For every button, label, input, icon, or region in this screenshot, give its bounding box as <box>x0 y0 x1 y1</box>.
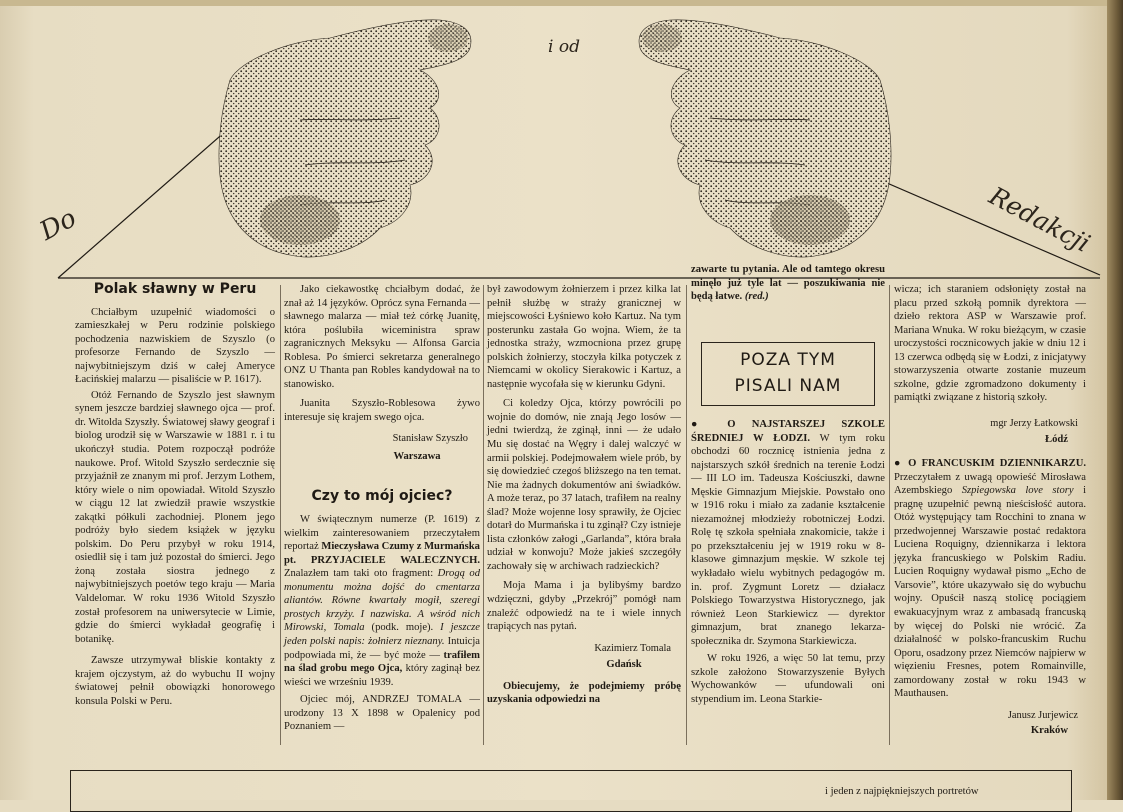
editor-reply: Obiecujemy, że podejmiemy próbę uzyskania odpowiedzi na <box>487 680 681 706</box>
article-title-ojciec: Czy to mój ojciec? <box>311 487 453 504</box>
editor-reply-cont: zawarte tu pytania. Ale od tamtego okresu minęło już tyle lat — poszukiwania nie będą łatwe. (red.) <box>691 264 885 303</box>
column-divider <box>686 285 687 745</box>
header-script-redakcji: Redakcji <box>984 181 1095 258</box>
column-5 <box>894 283 1086 738</box>
section-box-line-1: POZA TYM <box>740 350 836 370</box>
signature: Kazimierz Tomala <box>594 642 671 654</box>
article-paragraph: Jako ciekawostkę chciałbym dodać, że znał aż 14 języków. Oprócz syna Fernanda — sławnego malarza — miał też córkę Juanitę, która poślubiła wiceministra spraw zagranicznych Meksyku — Alfonsa Garcia Roblesa. Po śmierci sekretarza generalnego ONZ U Thanta pan Robles kandydował na to stanowisko. <box>284 284 480 390</box>
header-script-i-od: i od <box>548 37 580 57</box>
signature-city: Warszawa <box>393 451 441 463</box>
signature-city: Kraków <box>1030 725 1068 737</box>
column-4 <box>691 263 885 304</box>
article-paragraph: W świątecznym numerze (P. 1619) z wielkim zainteresowaniem przeczytałem reportaż Mieczysława Czumy z Murmańska pt. PRZYJACIELE WALECZNYCH. Znalazłem tam taki oto fragment: Drogą od monumentu można dojść do cmentarza aliantów. Równe kwartały mogił, szeregi prostych krzyży. I nazwiska. A wśród nich Mirowski, Tomala (podk. moje). I jeszcze jeden polski napis: żołnierz nieznany. Intuicja podpowiada mi, że — być może — trafiłem na ślad grobu mego Ojca, który zaginął bez wieści we wrześniu 1939. <box>284 514 480 688</box>
article-paragraph: Chciałbym uzupełnić wiadomości o zamieszkałej w Peru rodzinie polskiego pochodzenia nazwiskiem de Szyszlo (o profesorze Fernando de Szyszlo — najwybitniejszym dziś w całej Ameryce Łacińskiej malarzu — pisaliście w P. 1617). <box>75 306 275 386</box>
article-paragraph: wicza; ich staraniem odsłonięty został na placu przed szkołą pomnik dyrektora — dzieło rektora ASP w Warszawie prof. Mariana Wnuka. W roku bieżącym, w czasie uroczystości rocznicowych jakie w dniu 12 i 13 czerwca odbędą się w Łodzi, z inicjatywy stowarzyszenia otwarte zostanie muzeum szkolne, gdzie zgromadzono dokumenty i pamiątki związane z historią szkoły. <box>894 284 1086 404</box>
column-1 <box>75 283 275 708</box>
article-paragraph: W roku 1926, a więc 50 lat temu, przy szkole założono Stowarzyszenie Byłych Wychowanków — ufundowali oni stypendium im. Leona Starkie- <box>691 653 885 705</box>
signature: Janusz Jurjewicz <box>1007 709 1078 721</box>
signature: Stanisław Szyszło <box>392 433 468 445</box>
article-paragraph: ● O FRANCUSKIM DZIENNIKARZU. Przeczytałem z uwagą opowieść Mirosława Azembskiego Szpiegowska love story i pragnę uzupełnić pewną nieścisłość autora. Otóż występujący tam Rocchini to znana w przedwojennej Warszawie postać redaktora Luciena Roquigny, dziennikarza i lektora języka francuskiego w Polskim Radiu. Lucien Roquigny wydawał pismo „Echo de Varsovie”, które ukazywało się do wybuchu wojny. Opuścił naszą stolicę pociągiem ewakuacyjnym wraz z ambasadą francuską by więcej do Polski nie wrócić. Za działalność w polsko-francuskim Ruchu Oporu, osadzony przez Niemców najpierw w więzieniu Fresnes, potem Romainville, zamordowany został w roku 1943 w Mauthausen. <box>894 458 1087 700</box>
article-paragraph: Zawsze utrzymywał bliskie kontakty z krajem ojczystym, aż do wybuchu II wojny światowej pełnił obowiązki honorowego konsula Polski w Peru. <box>75 655 275 707</box>
column-2 <box>284 283 480 734</box>
right-hand <box>639 20 891 257</box>
signature-city: Łódź <box>1045 434 1068 446</box>
article-paragraph: Moja Mama i ja bylibyśmy bardzo wdzięczni, gdyby „Przekrój” pomógł nam znaleźć odpowiedź na te i wiele innych trapiących nas pytań. <box>487 580 681 633</box>
article-paragraph: Juanita Szyszło-Roblesowa żywo interesuje się krajem swego ojca. <box>284 398 480 423</box>
header-script-do: Do <box>35 203 82 247</box>
column-divider <box>889 285 890 745</box>
column-divider <box>280 285 281 745</box>
article-paragraph: ● O NAJSTARSZEJ SZKOLE ŚREDNIEJ W ŁODZI. W tym roku obchodzi 60 rocznicę istnienia jedna z najstarszych szkół średnich na terenie Łodzi — III LO im. Tadeusza Kościuszki, dawne Męskie Gimnazjum Miejskie. Powstało ono w 1916 roku i miało za zadanie kształcenie niezamożnej młodzieży robotniczej Łodzi. Rolę tę szkoła spełniała znakomicie, także i po przekształceniu jej w 1919 roku w 8-klasowe gimnazjum męskie. W szkole tej wykładało wielu wybitnych pedagogów m. in. prof. Zygmunt Loretz — działacz Polskiego Towarzystwa Historycznego, jak również Leon Starkiewicz — dyrektor gimnazjum, brat znanego lekarza-społecznika dr. Szymona Starkiewicza. <box>691 419 885 647</box>
column-3 <box>487 283 681 707</box>
section-box-line-2: PISALI NAM <box>734 376 842 396</box>
article-paragraph: Otóż Fernando de Szyszlo jest sławnym synem jeszcze bardziej sławnego ojca — prof. dr. Witolda Szyszły. Światowej sławy geograf i biolog urodził się w Warszawie w 1881 r. i tu ukończył studia. Potem rozpoczął podróże naukowe. Prof. Witold Szyszło serdecznie się przyjaźnił ze znanym mi prof. Jerzym Lothem, który wiele o nim opowiadał. Witold Szyszło w ciągu 12 lat zwiedził prawie wszystkie zakątki półkuli zachodniej. Plonem jego podróży było siedem książek w języku polskim. Do Peru przybył w roku 1914, osiedlił się i tam już pozostał do śmierci. Jego żoną została siostra jednego z najwybitniejszych poetów tego kraju — Maria Valdelomar. W roku 1936 Witold Szyszło został profesorem na uniwersytecie w Limie, gdzie do śmierci wykładał geografię i botanikę. <box>75 389 275 645</box>
column-4-lower <box>691 418 885 706</box>
section-box-poza-tym <box>701 342 875 406</box>
bottom-strip-text: i jeden z najpiękniejszych portretów <box>825 786 979 797</box>
article-paragraph: był zawodowym żołnierzem i przez kilka lat pełnił służbę w straży granicznej w miejscowości Łyśniewo koło Kartuz. Na tym posterunku zastała Go wojna. Wiem, że ta jednostka straży, wzmocniona przez grupę polskich żołnierzy, stoczyła kilka potyczek z Niemcami w okolicy Sierakowic i Kartuz, a następnie wycofała się w kierunku Gdyni. <box>487 284 681 390</box>
column-divider <box>483 285 484 745</box>
left-hand <box>219 20 471 257</box>
article-paragraph: Ojciec mój, ANDRZEJ TOMALA — urodzony 13 X 1898 w Opalenicy pod Poznaniem — <box>284 694 480 733</box>
signature: mgr Jerzy Łatkowski <box>990 417 1078 429</box>
signature-city: Gdańsk <box>606 659 642 671</box>
article-title-polak: Polak sławny w Peru <box>93 281 257 297</box>
article-paragraph: Ci koledzy Ojca, którzy powrócili po wojnie do domów, nie znają Jego losów — jedni twierdzą, że zginął, inni — że udało Mu się dostać na Węgry i dalej walczyć w armii polskiej. Podejmowałem wiele prób, by się dowiedzieć czegoś bliższego na ten temat. Nie ma żadnych dokumentów ani świadków. A może teraz, po 37 latach, trafiłem na realny ślad? Może wojenne losy sprawiły, że Ojciec dotarł do Murmańska i tu zginął? Czy istnieje lista członków załogi „Garlanda”, która brała udział w konwoju? Może jakieś szczegóły zachowały się w archiwach radzieckich? <box>487 398 681 572</box>
